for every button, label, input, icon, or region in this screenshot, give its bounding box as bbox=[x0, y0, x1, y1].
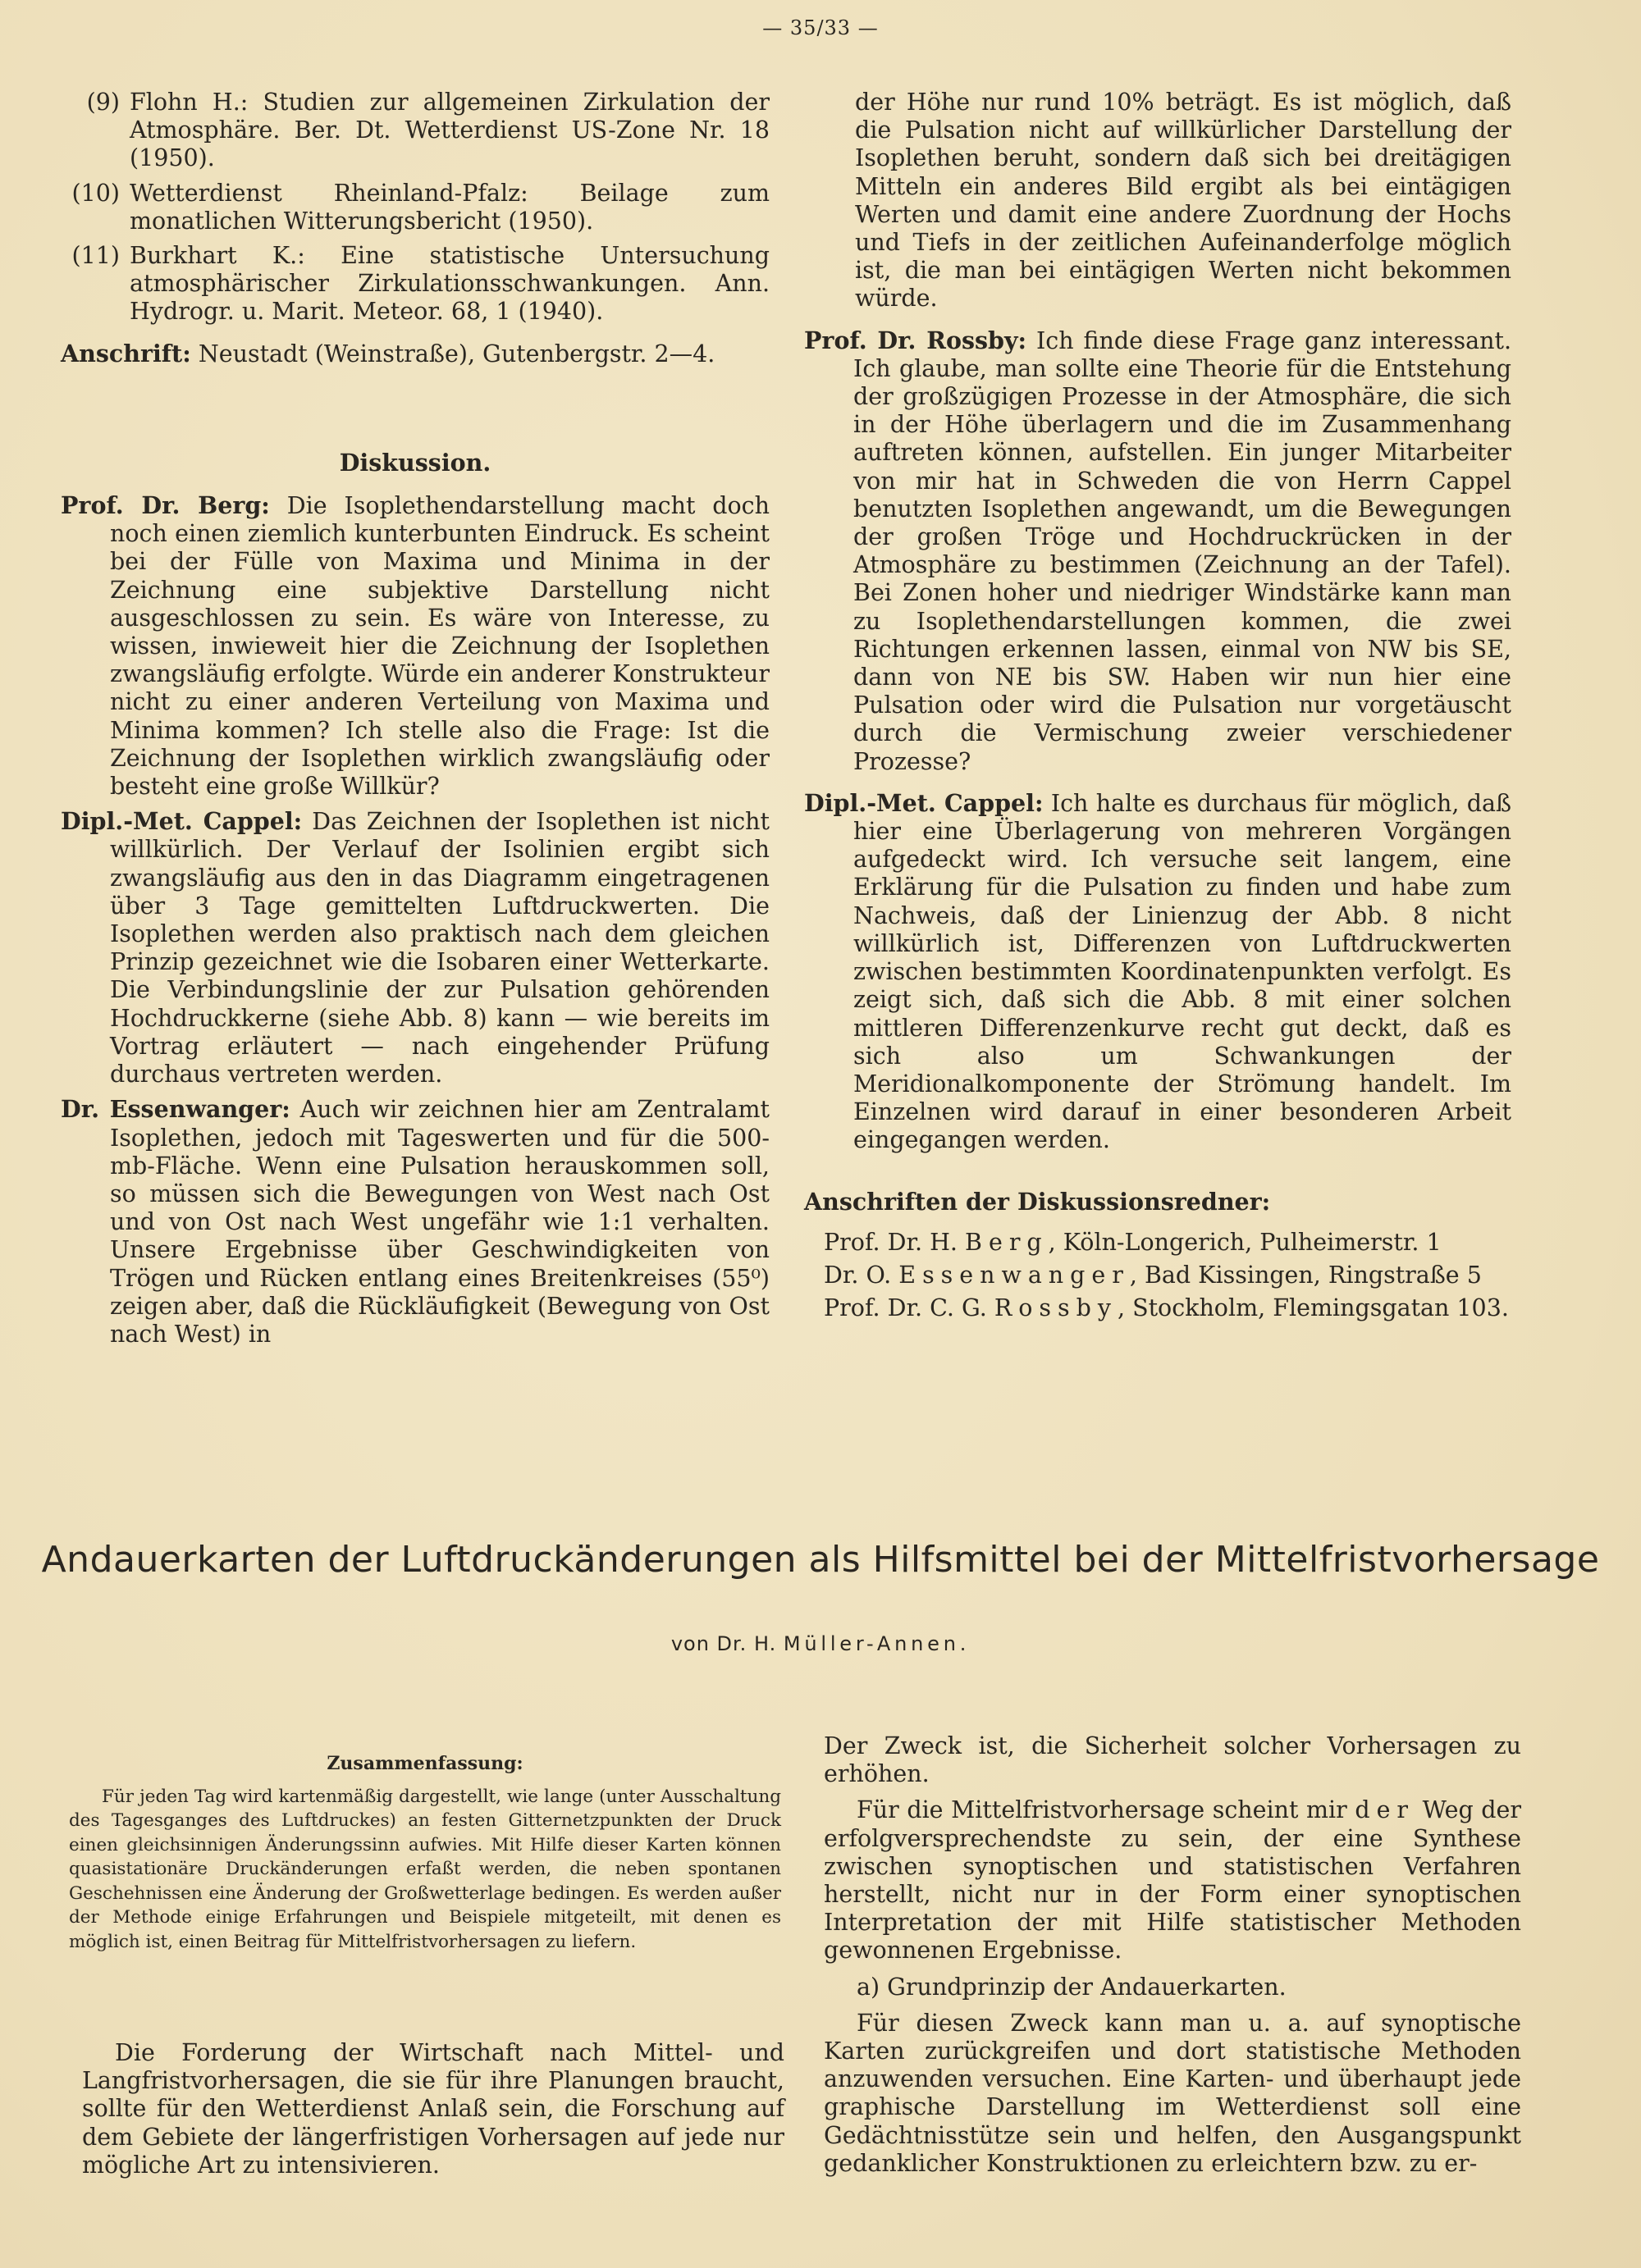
left-column bbox=[61, 89, 770, 1355]
reference-number: (11) bbox=[71, 242, 120, 270]
reference-text: Wetterdienst Rheinland-Pfalz: Beilage zum monatlichen Witterungsbericht (1950). bbox=[130, 179, 770, 235]
article-title: Andauerkarten der Luftdruckänderungen als Hilfsmittel bei der Mittelfristvorhersage bbox=[41, 1539, 1600, 1581]
discussion-heading: Diskussion. bbox=[339, 448, 491, 477]
speaker-name: Dr. Essenwanger: bbox=[61, 1095, 290, 1124]
article-right-column bbox=[824, 1732, 1521, 2178]
reference-9 bbox=[61, 89, 770, 173]
discussion-entry-berg bbox=[61, 491, 770, 801]
abstract-text: Für jeden Tag wird kartenmäßig dargestellt, wie lange (unter Ausschaltung des Tagesganges des Luftdruckes) an festen Gitternetzpunkten der Druck einen gleichsinnigen Änderungssinn aufwies. Mit Hilfe dieser Karten können quasistationäre Druckänderungen erfaßt werden, die neben spontanen Geschehnissen eine Änderung der Großwetterlage bedingen. Es werden außer der Methode einige Erfahrungen und Beispiele mitgeteilt, mit denen es möglich ist, einen Beitrag für Mittelfristvorhersagen zu liefern. bbox=[69, 1786, 781, 1952]
speaker-text: Auch wir zeichnen hier am Zentralamt Isoplethen, jedoch mit Tageswerten und für die 500-mb-Fläche. Wenn eine Pulsation herauskommen soll, so müssen sich die Bewegungen von West nach Ost und von Ost nach West ungefähr wie 1:1 verhalten. Unsere Ergebnisse über Geschwindigkeiten von Trögen und Rücken entlang eines Breitenkreises (55⁰) zeigen aber, daß die Rückläufigkeit (Bewegung von Ost nach West) in bbox=[110, 1096, 770, 1348]
discussion-continuation: der Höhe nur rund 10% beträgt. Es ist möglich, daß die Pulsation nicht auf willkürlicher Darstellung der Isoplethen beruht, sondern daß sich bei dreitägigen Mitteln ein anderes Bild ergibt als bei eintägigen Werten und damit eine andere Zuordnung der Hochs und Tiefs in der zeitlichen Aufeinanderfolge möglich ist, die man bei eintägigen Werten nicht bekommen würde. bbox=[855, 89, 1511, 313]
speaker-text: Ich finde diese Frage ganz interessant. Ich glaube, man sollte eine Theorie für die Entstehung der großzügigen Prozesse in der Atmosphäre, die sich in der Höhe überlagern und die im Zusammenhang auftreten können, aufstellen. Ein junger Mitarbeiter von mir hat in Schweden die von Herrn Cappel benutzten Isoplethen angewandt, um die Bewegungen der großen Tröge und Hochdruckrücken in der Atmosphäre zu bestimmen (Zeichnung an der Tafel). Bei Zonen hoher und niedriger Windstärke kann man zu Isoplethendarstellungen kommen, die zwei Richtungen erkennen lassen, einmal von NW bis SE, dann von NE bis SW. Haben wir nun hier eine Pulsation oder wird die Pulsation nur vorgetäuscht durch die Vermischung zweier verschiedener Prozesse? bbox=[853, 326, 1512, 775]
byline-prefix: von Dr. H. bbox=[670, 1632, 777, 1655]
reference-10 bbox=[61, 180, 770, 235]
address-name: Berg bbox=[965, 1228, 1049, 1256]
speaker-name: Dipl.-Met. Cappel: bbox=[61, 807, 303, 836]
address-rest: , Bad Kissingen, Ringstraße 5 bbox=[1129, 1261, 1482, 1289]
speaker-text: Ich halte es durchaus für möglich, daß hier eine Überlagerung von mehreren Vorgängen aufgedeckt wird. Ich versuche seit langem, eine Erklärung für die Pulsation zu finden und habe zum Nachweis, daß der Linienzug der Abb. 8 nicht willkürlich ist, Differenzen von Luftdruckwerten zwischen bestimmten Koordinatenpunkten verfolgt. Es zeigt sich, daß sich die Abb. 8 mit einer solchen mittleren Differenzenkurve recht gut deckt, daß es sich also um Schwankungen der Meridionalkomponente der Strömung handelt. Im Einzelnen wird darauf in einer besonderen Arbeit eingegangen werden. bbox=[853, 789, 1511, 1154]
reference-text: Burkhart K.: Eine statistische Untersuchung atmosphärischer Zirkulationsschwankungen. Ann. Hydrogr. u. Marit. Meteor. 68, 1 (1940). bbox=[130, 242, 770, 326]
address-title: Prof. Dr. C. G. bbox=[824, 1294, 987, 1322]
article-paragraph-2 bbox=[824, 1796, 1521, 1965]
discussion-entry-rossby bbox=[804, 326, 1511, 776]
intro-paragraph: Die Forderung der Wirtschaft nach Mittel- und Langfristvorhersagen, die sie für ihre Planungen braucht, sollte für den Wetterdienst Anlaß sein, die Forschung auf dem Gebiete der längerfristigen Vorhersagen auf jede nur mögliche Art zu intensivieren. bbox=[82, 2039, 784, 2179]
reference-11 bbox=[61, 242, 770, 326]
discussion-entry-essenwanger bbox=[61, 1095, 770, 1348]
discussion-entry-cappel bbox=[61, 807, 770, 1088]
paragraph-2-part-b: Weg der erfolgversprechendste zu sein, der eine Synthese zwischen synoptischen und statistischen Verfahren herstellt, nicht nur in der Form einer synoptischen Interpretation der mit Hilfe statistischer Methoden gewonnenen Ergebnisse. bbox=[824, 1796, 1522, 1965]
address-essenwanger bbox=[804, 1262, 1511, 1289]
byline-name: Müller-Annen. bbox=[783, 1632, 971, 1655]
speaker-text: Das Zeichnen der Isoplethen ist nicht willkürlich. Der Verlauf der Isolinien ergibt sich zwangsläufig aus den in das Diagramm eingetragenen über 3 Tage gemittelten Luftdruckwerten. Die Isoplethen werden also praktisch nach dem gleichen Prinzip gezeichnet wie die Isobaren einer Wetterkarte. Die Verbindungslinie der zur Pulsation gehörenden Hochdruckkerne (siehe Abb. 8) kann — wie bereits im Vortrag erläutert — nach eingehender Prüfung durchaus vertreten werden. bbox=[110, 808, 770, 1088]
address-title: Dr. O. bbox=[824, 1261, 892, 1289]
intro-left bbox=[82, 2039, 784, 2179]
reference-number: (10) bbox=[71, 179, 120, 207]
article-byline bbox=[0, 1632, 1641, 1655]
author-address-label: Anschrift: bbox=[61, 339, 191, 367]
address-rossby bbox=[804, 1294, 1511, 1322]
paragraph-2-part-a: Für die Mittelfristvorhersage scheint mir bbox=[857, 1796, 1347, 1824]
address-rest: , Köln-Longerich, Pulheimerstr. 1 bbox=[1048, 1228, 1442, 1256]
address-berg bbox=[804, 1229, 1511, 1257]
speaker-name: Prof. Dr. Berg: bbox=[61, 491, 270, 520]
speaker-text: Die Isoplethendarstellung macht doch noch einen ziemlich kunterbunten Eindruck. Es scheint bei der Fülle von Maxima und Minima in der Zeichnung eine subjektive Darstellung nicht ausgeschlossen zu sein. Es wäre von Interesse, zu wissen, inwieweit hier die Zeichnung der Isoplethen zwangsläufig erfolgte. Würde ein anderer Konstrukteur nicht zu einer anderen Verteilung von Maxima und Minima kommen? Ich stelle also die Frage: Ist die Zeichnung der Isoplethen wirklich zwangsläufig oder besteht eine große Willkür? bbox=[110, 492, 770, 801]
speaker-name: Dipl.-Met. Cappel: bbox=[804, 788, 1044, 817]
right-column bbox=[804, 89, 1511, 1327]
abstract-heading: Zusammenfassung: bbox=[327, 1753, 523, 1774]
address-title: Prof. Dr. H. bbox=[824, 1228, 958, 1256]
section-a-heading: a) Grundprinzip der Andauerkarten. bbox=[857, 1973, 1287, 2001]
addresses-heading: Anschriften der Diskussionsredner: bbox=[804, 1187, 1271, 1216]
paragraph-2-emphasis: der bbox=[1355, 1796, 1415, 1824]
article-paragraph-1: Der Zweck ist, die Sicherheit solcher Vorhersagen zu erhöhen. bbox=[824, 1732, 1521, 1788]
author-address-text: Neustadt (Weinstraße), Gutenbergstr. 2—4. bbox=[198, 340, 715, 367]
reference-text: Flohn H.: Studien zur allgemeinen Zirkulation der Atmosphäre. Ber. Dt. Wetterdienst US-Zone Nr. 18 (1950). bbox=[130, 89, 770, 172]
reference-number: (9) bbox=[86, 89, 120, 116]
abstract-column bbox=[69, 1752, 781, 1954]
speaker-name: Prof. Dr. Rossby: bbox=[804, 326, 1027, 354]
discussion-entry-cappel-2 bbox=[804, 789, 1511, 1155]
author-address bbox=[61, 340, 770, 368]
address-name: Essenwanger bbox=[898, 1261, 1130, 1289]
page-number: — 35/33 — bbox=[762, 16, 879, 39]
article-paragraph-3: Für diesen Zweck kann man u. a. auf synoptische Karten zurückgreifen und dort statistische Methoden anzuwenden versuchen. Eine Karten- und überhaupt jede graphische Darstellung im Wetterdienst soll eine Gedächtnisstütze sein und helfen, den Ausgangspunkt gedanklicher Konstruktionen zu erleichtern bzw. zu er- bbox=[824, 2009, 1521, 2177]
address-rest: , Stockholm, Flemingsgatan 103. bbox=[1117, 1294, 1509, 1322]
address-name: Rossby bbox=[994, 1294, 1118, 1322]
